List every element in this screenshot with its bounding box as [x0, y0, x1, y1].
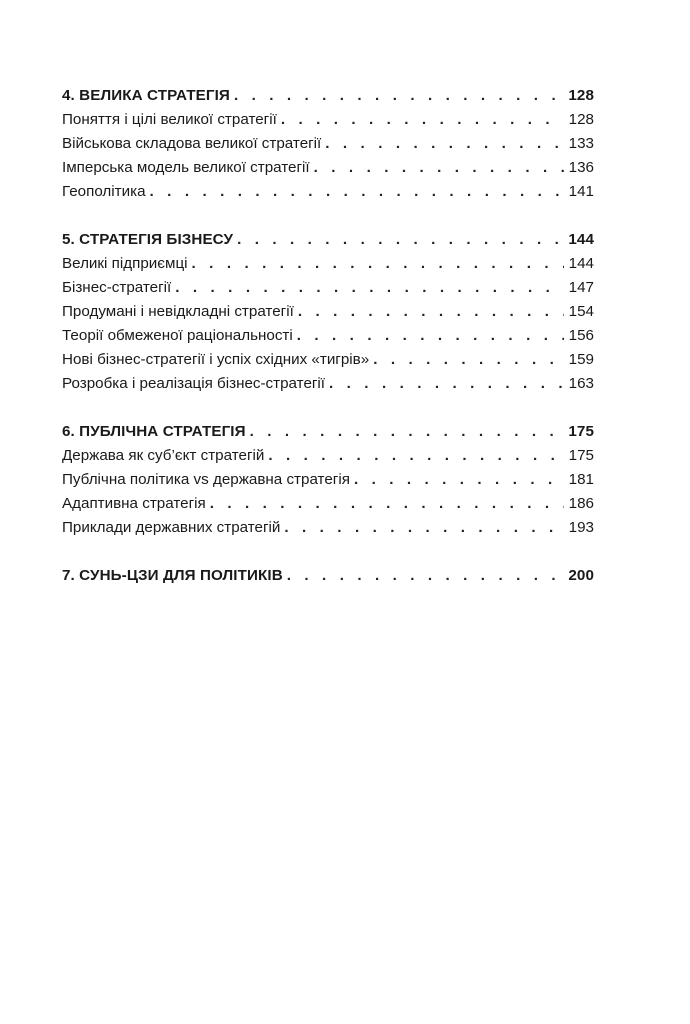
toc-entry-title: Публічна політика vs державна стратегія [62, 471, 350, 488]
page-number: 154 [568, 303, 594, 320]
dot-leader [175, 276, 564, 300]
toc-entry[interactable] [62, 180, 594, 204]
page-number: 141 [568, 183, 594, 200]
toc-entry-title: Розробка і реалізація бізнес-стратегії [62, 375, 326, 392]
page-number: 200 [568, 567, 594, 584]
page-number: 163 [568, 375, 594, 392]
dot-leader [297, 324, 564, 348]
toc-entry-title: Військова складова великої стратегії [62, 135, 322, 152]
toc-entry[interactable] [62, 156, 594, 180]
page-number: 133 [568, 135, 594, 152]
page-number: 156 [568, 327, 594, 344]
dot-leader [329, 372, 564, 396]
page-number: 144 [568, 255, 594, 272]
page-number: 144 [568, 231, 594, 248]
toc-entry-title: Великі підприємці [62, 255, 188, 272]
page-number: 186 [568, 495, 594, 512]
toc-entry-title: Бізнес-стратегії [62, 279, 172, 296]
toc-entry[interactable] [62, 132, 594, 156]
dot-leader [237, 228, 564, 252]
toc-entry[interactable] [62, 444, 594, 468]
dot-leader [234, 84, 564, 108]
toc-section-5 [62, 228, 594, 396]
toc-heading[interactable] [62, 420, 594, 444]
page-number: 175 [568, 423, 594, 440]
toc-entry-title: Держава як суб’єкт стратегій [62, 447, 265, 464]
toc-entry-title: Адаптивна стратегія [62, 495, 206, 512]
toc-heading[interactable] [62, 84, 594, 108]
toc-section-6 [62, 420, 594, 540]
toc-entry-title: Продумані і невідкладні стратегії [62, 303, 294, 320]
toc-section-7 [62, 564, 594, 588]
toc-section-4 [62, 84, 594, 204]
page-number: 159 [568, 351, 594, 368]
toc-heading-title: 5. СТРАТЕГІЯ БІЗНЕСУ [62, 231, 234, 248]
toc-heading-title: 4. ВЕЛИКА СТРАТЕГІЯ [62, 87, 230, 104]
dot-leader [150, 180, 564, 204]
page-number: 128 [568, 87, 594, 104]
page-number: 193 [568, 519, 594, 536]
toc-entry[interactable] [62, 324, 594, 348]
toc-heading-title: 7. СУНЬ-ЦЗИ ДЛЯ ПОЛІТИКІВ [62, 567, 283, 584]
dot-leader [284, 516, 564, 540]
toc-entry-title: Геополітика [62, 183, 146, 200]
page-number: 128 [568, 111, 594, 128]
dot-leader [325, 132, 564, 156]
page-number: 181 [568, 471, 594, 488]
toc-entry[interactable] [62, 300, 594, 324]
dot-leader [354, 468, 564, 492]
dot-leader [250, 420, 564, 444]
toc-entry-title: Теорії обмеженої раціональності [62, 327, 293, 344]
toc-heading[interactable] [62, 564, 594, 588]
dot-leader [298, 300, 564, 324]
page-number: 147 [568, 279, 594, 296]
toc-entry[interactable] [62, 372, 594, 396]
toc-entry[interactable] [62, 348, 594, 372]
toc-entry[interactable] [62, 108, 594, 132]
toc-entry-title: Нові бізнес-стратегії і успіх східних «тигрів» [62, 351, 370, 368]
toc-entry-title: Поняття і цілі великої стратегії [62, 111, 277, 128]
page-number: 175 [568, 447, 594, 464]
dot-leader [192, 252, 564, 276]
dot-leader [314, 156, 564, 180]
toc-entry[interactable] [62, 276, 594, 300]
page-number: 136 [568, 159, 594, 176]
toc-entry[interactable] [62, 492, 594, 516]
toc-entry[interactable] [62, 468, 594, 492]
toc-heading[interactable] [62, 228, 594, 252]
table-of-contents [62, 84, 594, 612]
dot-leader [268, 444, 564, 468]
dot-leader [281, 108, 564, 132]
dot-leader [210, 492, 564, 516]
toc-entry[interactable] [62, 516, 594, 540]
toc-heading-title: 6. ПУБЛІЧНА СТРАТЕГІЯ [62, 423, 246, 440]
toc-entry-title: Імперська модель великої стратегії [62, 159, 310, 176]
dot-leader [373, 348, 564, 372]
dot-leader [287, 564, 564, 588]
toc-entry[interactable] [62, 252, 594, 276]
toc-entry-title: Приклади державних стратегій [62, 519, 281, 536]
